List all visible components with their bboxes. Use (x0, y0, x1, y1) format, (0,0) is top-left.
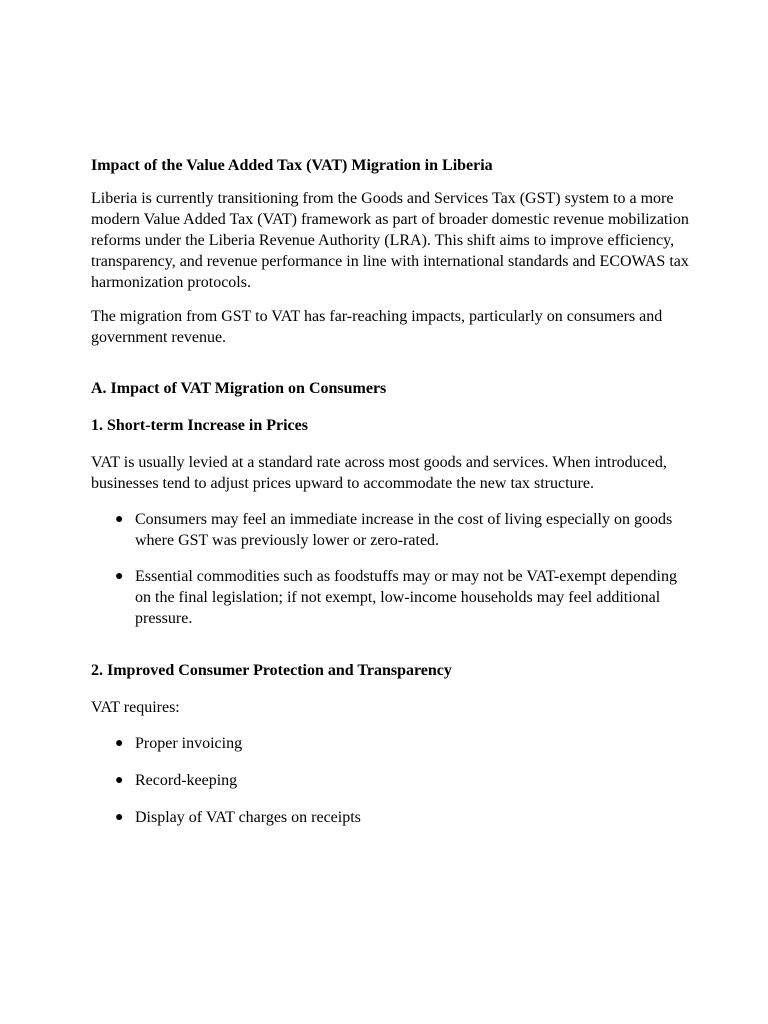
bullet-icon: ● (115, 810, 124, 825)
intro-paragraph: The migration from GST to VAT has far-reaching impacts, particularly on consumers and government revenue. (91, 308, 663, 346)
list-item (91, 733, 691, 754)
list-item-text: Proper invoicing (135, 735, 243, 752)
bullet-icon: ● (115, 773, 124, 788)
list-item (91, 807, 691, 828)
document-page (91, 155, 691, 844)
list-item-text: Essential commodities such as foodstuffs may or may not be VAT-exempt depending on the final legislation; if not exempt, low-income households may feel additional pressure. (135, 568, 677, 627)
list-item (91, 770, 691, 791)
bullet-icon: ● (115, 512, 124, 527)
section-heading: A. Impact of VAT Migration on Consumers (91, 380, 387, 397)
subsection-heading: 2. Improved Consumer Protection and Transparency (91, 662, 452, 679)
body-paragraph: VAT is usually levied at a standard rate across most goods and services. When introduced, businesses tend to adjust prices upward to accommodate the new tax structure. (91, 454, 667, 492)
bullet-icon: ● (115, 569, 124, 584)
intro-paragraph: Liberia is currently transitioning from the Goods and Services Tax (GST) system to a more modern Value Added Tax (VAT) framework as part of broader domestic revenue mobilization reforms under the Liberia Revenue Authority (LRA). This shift aims to improve efficiency, transparency, and revenue performance in line with international standards and ECOWAS tax harmonization protocols. (91, 190, 689, 291)
bullet-icon: ● (115, 736, 124, 751)
bullet-list (91, 509, 691, 629)
list-item (91, 566, 691, 629)
list-item-text: Record-keeping (135, 772, 238, 789)
document-title: Impact of the Value Added Tax (VAT) Migration in Liberia (91, 157, 493, 174)
body-paragraph: VAT requires: (91, 699, 180, 716)
subsection-heading: 1. Short-term Increase in Prices (91, 417, 308, 434)
list-item (91, 509, 691, 551)
bullet-list (91, 733, 691, 828)
list-item-text: Display of VAT charges on receipts (135, 809, 361, 826)
list-item-text: Consumers may feel an immediate increase in the cost of living especially on goods where GST was previously lower or zero-rated. (135, 511, 673, 549)
